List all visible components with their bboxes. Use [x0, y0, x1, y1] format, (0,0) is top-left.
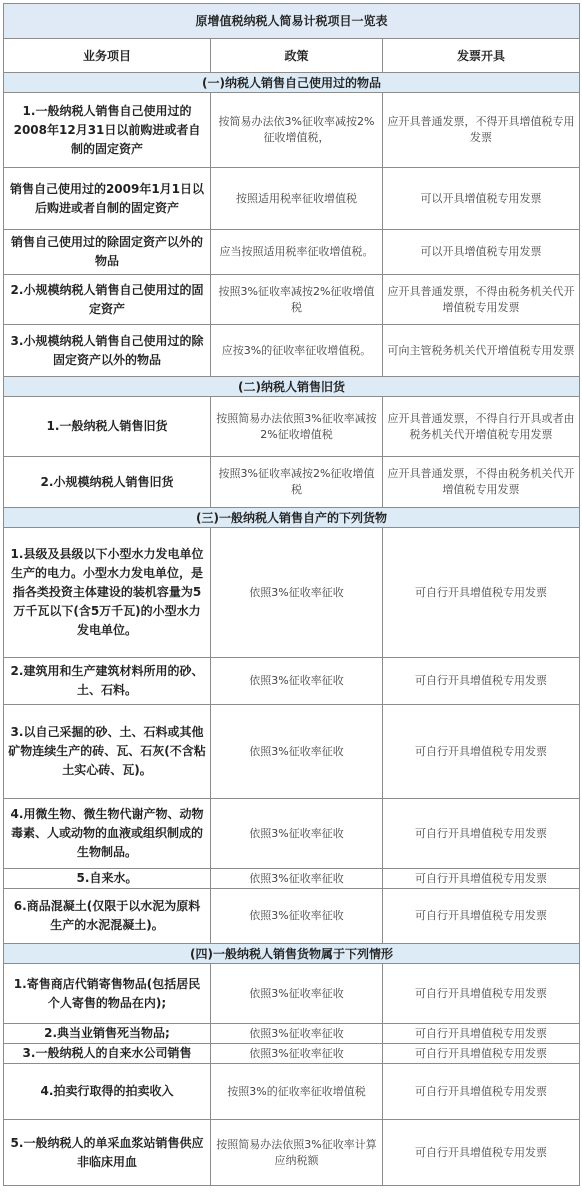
column-header-invoice: 发票开具 [383, 39, 580, 73]
table-row [4, 889, 580, 944]
row-item: 销售自己使用过的2009年1月1日以后购进或者自制的固定资产 [4, 168, 211, 230]
row-item: 2.小规模纳税人销售自己使用过的固定资产 [4, 275, 211, 325]
row-invoice: 可自行开具增值税专用发票 [383, 705, 580, 799]
row-invoice: 应开具普通发票，不得开具增值税专用发票 [383, 93, 580, 168]
table-row [4, 168, 580, 230]
row-invoice: 可以开具增值税专用发票 [383, 230, 580, 275]
row-policy: 依照3%征收率征收 [211, 528, 383, 658]
row-policy: 依照3%征收率征收 [211, 1044, 383, 1064]
row-policy: 按照简易办法依照3%征收率减按2%征收增值税 [211, 397, 383, 457]
title-row [4, 4, 580, 39]
row-policy: 依照3%征收率征收 [211, 869, 383, 889]
row-policy: 按照适用税率征收增值税 [211, 168, 383, 230]
section-title: (四)一般纳税人销售货物属于下列情形 [4, 944, 580, 964]
row-item: 1.一般纳税人销售旧货 [4, 397, 211, 457]
table-title: 原增值税纳税人简易计税项目一览表 [4, 4, 580, 39]
tax-table [3, 3, 580, 1186]
row-invoice: 可向主管税务机关代开增值税专用发票 [383, 325, 580, 377]
row-invoice: 应开具普通发票，不得由税务机关代开增值税专用发票 [383, 275, 580, 325]
table-row [4, 457, 580, 508]
row-policy: 按照3%征收率减按2%征收增值税 [211, 275, 383, 325]
table-row [4, 1024, 580, 1044]
row-item: 2.典当业销售死当物品; [4, 1024, 211, 1044]
row-policy: 依照3%征收率征收 [211, 658, 383, 705]
row-policy: 依照3%征收率征收 [211, 1024, 383, 1044]
row-item: 2.建筑用和生产建筑材料所用的砂、土、石料。 [4, 658, 211, 705]
table-row [4, 325, 580, 377]
row-policy: 依照3%征收率征收 [211, 889, 383, 944]
table-row [4, 397, 580, 457]
column-header-policy: 政策 [211, 39, 383, 73]
row-item: 2.小规模纳税人销售旧货 [4, 457, 211, 508]
row-invoice: 可自行开具增值税专用发票 [383, 889, 580, 944]
row-invoice: 可自行开具增值税专用发票 [383, 1044, 580, 1064]
row-policy: 应按3%的征收率征收增值税。 [211, 325, 383, 377]
section-title: (二)纳税人销售旧货 [4, 377, 580, 397]
section-title: (三)一般纳税人销售自产的下列货物 [4, 508, 580, 528]
table-row [4, 705, 580, 799]
row-item: 3.以自己采掘的砂、土、石料或其他矿物连续生产的砖、瓦、石灰(不含粘土实心砖、瓦)。 [4, 705, 211, 799]
row-invoice: 可以开具增值税专用发票 [383, 168, 580, 230]
row-invoice: 应开具普通发票，不得自行开具或者由税务机关代开增值税专用发票 [383, 397, 580, 457]
row-invoice: 可自行开具增值税专用发票 [383, 869, 580, 889]
row-policy: 应当按照适用税率征收增值税。 [211, 230, 383, 275]
section-row [4, 377, 580, 397]
table-row [4, 1120, 580, 1186]
table-row [4, 799, 580, 869]
row-item: 销售自己使用过的除固定资产以外的物品 [4, 230, 211, 275]
table-row [4, 275, 580, 325]
row-item: 5.一般纳税人的单采血浆站销售供应非临床用血 [4, 1120, 211, 1186]
row-policy: 按照3%征收率减按2%征收增值税 [211, 457, 383, 508]
row-policy: 按简易办法依3%征收率减按2%征收增值税， [211, 93, 383, 168]
row-invoice: 可自行开具增值税专用发票 [383, 658, 580, 705]
row-invoice: 可自行开具增值税专用发票 [383, 964, 580, 1024]
row-item: 4.用微生物、微生物代谢产物、动物毒素、人或动物的血液或组织制成的生物制品。 [4, 799, 211, 869]
row-item: 5.自来水。 [4, 869, 211, 889]
table-row [4, 93, 580, 168]
row-item: 1.寄售商店代销寄售物品(包括居民个人寄售的物品在内); [4, 964, 211, 1024]
row-invoice: 可自行开具增值税专用发票 [383, 799, 580, 869]
row-policy: 依照3%征收率征收 [211, 705, 383, 799]
row-invoice: 可自行开具增值税专用发票 [383, 528, 580, 658]
table-row [4, 528, 580, 658]
table-row [4, 658, 580, 705]
row-item: 6.商品混凝土(仅限于以水泥为原料生产的水泥混凝土)。 [4, 889, 211, 944]
table-row [4, 230, 580, 275]
section-row [4, 73, 580, 93]
section-row [4, 944, 580, 964]
row-policy: 按照简易办法依照3%征收率计算应纳税额 [211, 1120, 383, 1186]
row-invoice: 可自行开具增值税专用发票 [383, 1024, 580, 1044]
row-invoice: 可自行开具增值税专用发票 [383, 1064, 580, 1120]
section-row [4, 508, 580, 528]
row-invoice: 应开具普通发票，不得由税务机关代开增值税专用发票 [383, 457, 580, 508]
row-policy: 按照3%的征收率征收增值税 [211, 1064, 383, 1120]
table-row [4, 1064, 580, 1120]
row-invoice: 可自行开具增值税专用发票 [383, 1120, 580, 1186]
row-policy: 依照3%征收率征收 [211, 799, 383, 869]
table-row [4, 964, 580, 1024]
row-item: 3.小规模纳税人销售自己使用过的除固定资产以外的物品 [4, 325, 211, 377]
column-header-item: 业务项目 [4, 39, 211, 73]
table-row [4, 1044, 580, 1064]
row-item: 4.拍卖行取得的拍卖收入 [4, 1064, 211, 1120]
row-item: 1.一般纳税人销售自己使用过的2008年12月31日以前购进或者自制的固定资产 [4, 93, 211, 168]
row-item: 1.县级及县级以下小型水力发电单位生产的电力。小型水力发电单位，是指各类投资主体建设的装机容量为5万千瓦以下(含5万千瓦)的小型水力发电单位。 [4, 528, 211, 658]
table-row [4, 869, 580, 889]
section-title: (一)纳税人销售自己使用过的物品 [4, 73, 580, 93]
header-row [4, 39, 580, 73]
row-item: 3.一般纳税人的自来水公司销售 [4, 1044, 211, 1064]
row-policy: 依照3%征收率征收 [211, 964, 383, 1024]
